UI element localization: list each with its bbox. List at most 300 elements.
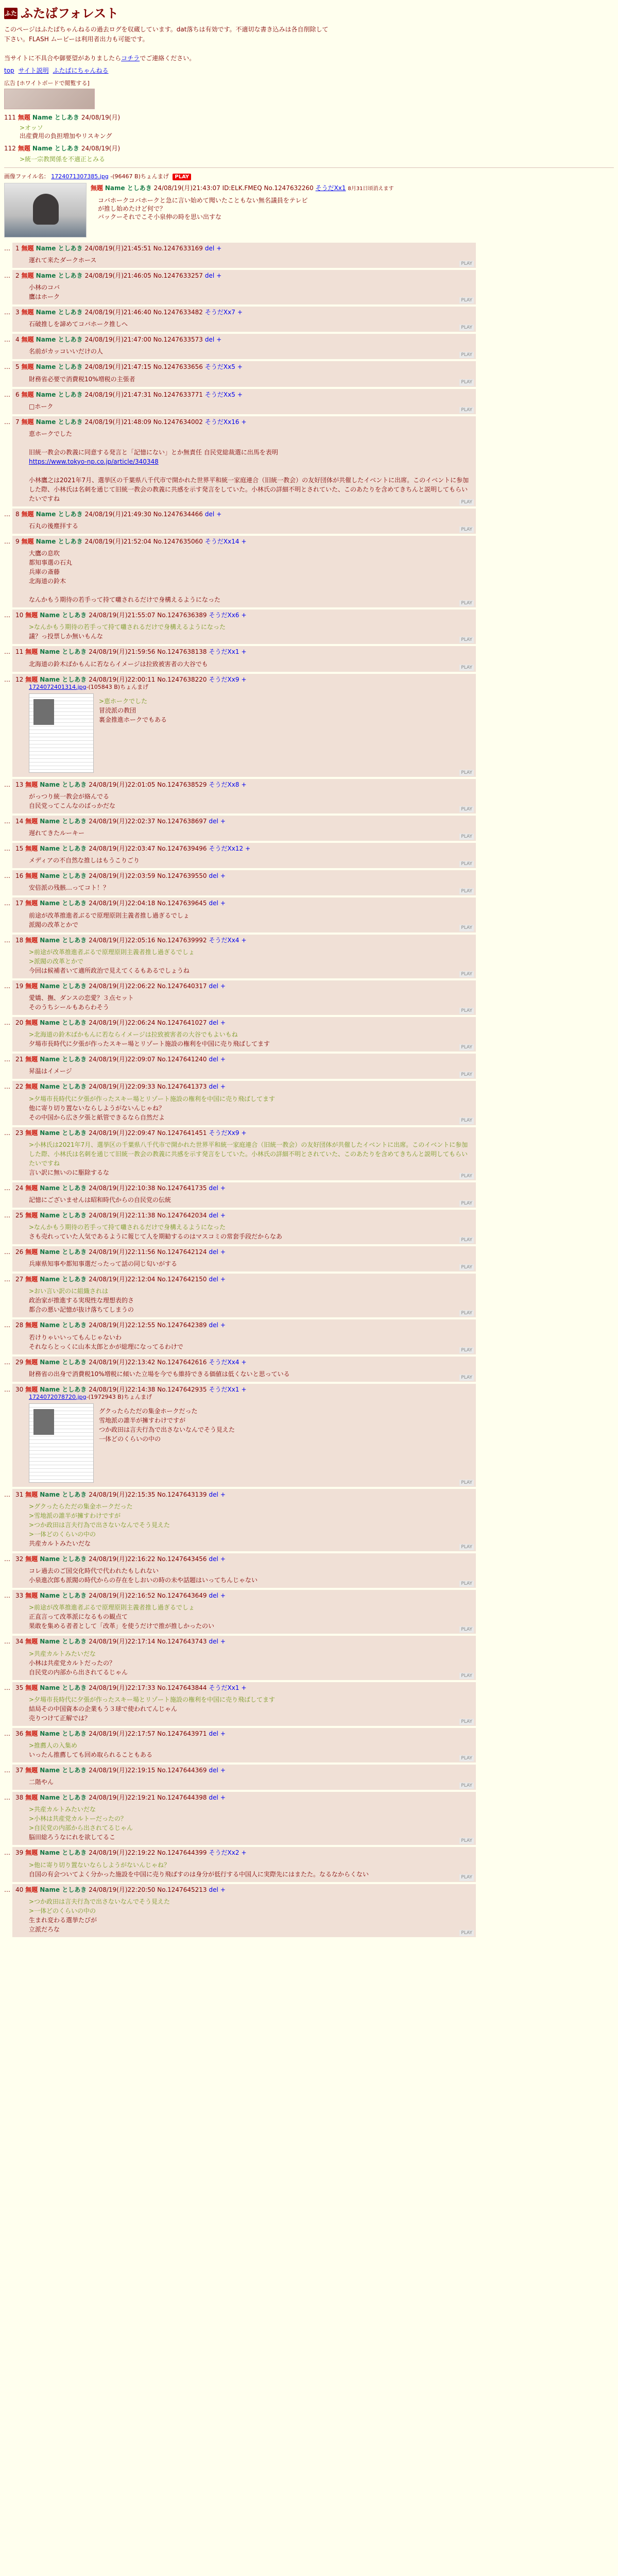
reply-date: 24/08/19(月)22:04:18 No.1247639645: [89, 900, 207, 907]
reply-soudane-link[interactable]: del: [204, 244, 215, 252]
reply-line: さも売れっていた人気であるように報じて人を期勧するのはマスコミの常套手段だからなあ: [29, 1233, 283, 1241]
mini-thread-text: 出産費用の負担増加やリスキング: [20, 132, 112, 140]
reply-body: [29, 1603, 473, 1631]
reply-subject: 無題: [25, 1490, 38, 1498]
reply-plus-link[interactable]: +: [220, 1184, 226, 1192]
reply-soudane-link[interactable]: そうだXx4: [209, 1358, 239, 1366]
reply-ad-tag[interactable]: PLAY: [459, 1200, 474, 1207]
nav-link-top[interactable]: top: [4, 66, 14, 74]
reply-ad-tag[interactable]: PLAY: [459, 1347, 474, 1353]
reply-quote: >グクったらただの集金ホークだった: [29, 1503, 133, 1511]
reply-number: 35: [15, 1684, 24, 1691]
reply-post: [12, 509, 476, 534]
reply-line: 前途が改革推進者ぶるで原理原則主義者推し過ぎるでしょ: [29, 911, 190, 919]
reply-ad-tag[interactable]: PLAY: [459, 1117, 474, 1124]
reply-plus-link[interactable]: +: [220, 1019, 226, 1026]
reply-ad-tag[interactable]: PLAY: [459, 379, 474, 385]
reply-ad-tag[interactable]: PLAY: [459, 1626, 474, 1633]
reply-number: 38: [15, 1794, 24, 1802]
nav-links: [4, 66, 614, 75]
reply-row: [4, 1246, 614, 1272]
reply-body: [29, 256, 473, 265]
reply-ad-tag[interactable]: PLAY: [459, 770, 474, 776]
reply-plus-link[interactable]: +: [220, 1211, 226, 1219]
reply-plus-link[interactable]: +: [216, 336, 222, 344]
reply-name: Name としあき: [40, 1684, 87, 1691]
reply-list: [4, 243, 614, 1937]
nav-link-futaba-2ch[interactable]: ふたばにちゃんねる: [53, 66, 109, 74]
mini-thread-date: 24/08/19(月): [81, 145, 121, 152]
reply-gutter: …: [4, 1083, 10, 1091]
reply-ad-tag[interactable]: PLAY: [459, 1072, 474, 1078]
reply-body: [29, 549, 473, 604]
reply-ad-tag[interactable]: PLAY: [459, 861, 474, 867]
reply-gutter: …: [4, 1276, 10, 1283]
reply-soudane-link[interactable]: del: [209, 1321, 218, 1329]
reply-gutter: …: [4, 982, 10, 990]
reply-plus-link[interactable]: +: [241, 1684, 247, 1691]
reply-soudane-link[interactable]: del: [209, 1083, 218, 1091]
reply-quote: >小林氏は2021年7月、選挙区の千葉県八千代市で開かれた世界平和統一家庭連合（旧統一教会）の友好団体が共催したイベントに出席。このイベントに参加した際、小林氏は名刺を通じて旧統一教会の教義に共感を示す発言をしていた。小林氏の詳細不明とされていた、このあたりを含めてきちんと説明してもらいたいですね: [29, 1141, 468, 1167]
reply-plus-link[interactable]: +: [241, 418, 247, 426]
reply-ad-tag[interactable]: PLAY: [459, 407, 474, 413]
reply-row: [4, 361, 614, 386]
reply-post: [12, 1553, 476, 1588]
reply-soudane-link[interactable]: del: [209, 872, 218, 880]
reply-ad-tag[interactable]: PLAY: [459, 637, 474, 643]
reply-soudane-link[interactable]: del: [209, 1019, 218, 1026]
reply-subject: 無題: [25, 845, 38, 853]
reply-line: つか政田は言夫行為で出さないなんでそう見えた: [99, 1426, 235, 1433]
contact-link[interactable]: コチラ: [121, 55, 140, 62]
reply-ad-tag[interactable]: PLAY: [459, 1874, 474, 1880]
reply-plus-link[interactable]: +: [220, 1592, 226, 1600]
reply-number: 9: [15, 538, 20, 546]
reply-row: [4, 816, 614, 841]
reply-row: [4, 416, 614, 506]
reply-plus-link[interactable]: +: [220, 1056, 226, 1063]
reply-row: [4, 1210, 614, 1244]
reply-ad-tag[interactable]: PLAY: [459, 1838, 474, 1844]
reply-number: 11: [15, 648, 24, 656]
reply-soudane-link[interactable]: そうだXx1: [209, 1684, 239, 1691]
reply-row: [4, 779, 614, 814]
reply-soudane-link[interactable]: そうだXx9: [209, 675, 239, 683]
reply-body: [29, 1566, 473, 1585]
reply-gutter: …: [4, 1184, 10, 1192]
reply-body: [29, 1030, 473, 1048]
reply-name: Name としあき: [36, 510, 83, 518]
mini-thread-no[interactable]: 111: [4, 113, 16, 121]
reply-gutter: …: [4, 510, 10, 518]
reply-soudane-link[interactable]: del: [204, 272, 215, 279]
reply-post: [12, 1489, 476, 1551]
reply-number: 33: [15, 1592, 24, 1600]
reply-subject: 無題: [25, 1248, 38, 1256]
reply-gutter: …: [4, 1886, 10, 1893]
reply-soudane-link[interactable]: そうだXx6: [209, 612, 239, 619]
reply-row: [4, 1765, 614, 1790]
reply-plus-link[interactable]: +: [220, 1638, 226, 1646]
reply-body: [29, 1286, 473, 1314]
reply-external-link[interactable]: https://www.tokyo-np.co.jp/article/340348: [29, 457, 159, 465]
reply-line: 小林のコバ: [29, 283, 60, 291]
reply-gutter: …: [4, 1248, 10, 1256]
reply-soudane-link[interactable]: そうだXx14: [204, 538, 239, 546]
reply-plus-link[interactable]: +: [241, 1129, 247, 1137]
reply-soudane-link[interactable]: del: [209, 900, 218, 907]
reply-body: [29, 283, 473, 301]
reply-soudane-link[interactable]: del: [204, 336, 215, 344]
reply-soudane-link[interactable]: そうだXx1: [209, 648, 239, 656]
reply-soudane-link[interactable]: del: [209, 1638, 218, 1646]
reply-ad-tag[interactable]: PLAY: [459, 1581, 474, 1587]
reply-date: 24/08/19(月)21:49:30 No.1247634466: [84, 510, 203, 518]
reply-ad-tag[interactable]: PLAY: [459, 1264, 474, 1270]
reply-quote: >前途が改革推進者ぶるで原理原則主義者推し過ぎるでしょ: [29, 1604, 195, 1612]
mini-thread-body: [20, 124, 614, 140]
reply-plus-link[interactable]: +: [220, 1248, 226, 1256]
reply-ad-tag[interactable]: PLAY: [459, 297, 474, 303]
reply-row: [4, 1384, 614, 1487]
reply-gutter: …: [4, 648, 10, 656]
site-header: [4, 5, 614, 22]
reply-ad-tag[interactable]: PLAY: [459, 1673, 474, 1679]
reply-line: 大鷹の息吹: [29, 550, 60, 557]
reply-plus-link[interactable]: +: [241, 1385, 247, 1393]
reply-soudane-link[interactable]: そうだXx5: [204, 391, 235, 398]
reply-plus-link[interactable]: +: [241, 538, 247, 546]
reply-gutter: …: [4, 1321, 10, 1329]
play-button[interactable]: PLAY: [173, 174, 191, 181]
intro-contact-text: 当サイトに不具合や御要望がありましたら: [4, 55, 122, 62]
reply-ad-tag[interactable]: PLAY: [459, 1930, 474, 1936]
reply-body: [29, 911, 473, 929]
reply-name: Name としあき: [40, 936, 87, 944]
reply-thumbnail[interactable]: [29, 1403, 94, 1483]
reply-date: 24/08/19(月)22:17:14 No.1247643743: [89, 1638, 207, 1646]
reply-plus-link[interactable]: +: [241, 675, 247, 683]
reply-soudane-link[interactable]: del: [209, 1056, 218, 1063]
intro-text: このページはふたばちゃんねるの過去ログを収蔵しています。dat落ちは有効です。不適切な書き込みは各自削除して下さい。FLASH ムービーは利用者出力も可能です。: [4, 26, 329, 43]
reply-ad-tag[interactable]: PLAY: [459, 527, 474, 533]
ad-label: 広告 [ホワイトボードで閲覧する]: [4, 79, 90, 87]
reply-ad-tag[interactable]: PLAY: [459, 499, 474, 505]
reply-soudane-link[interactable]: del: [204, 510, 215, 518]
reply-ad-tag[interactable]: PLAY: [459, 1480, 474, 1486]
reply-row: [4, 1357, 614, 1382]
reply-plus-link[interactable]: +: [220, 817, 226, 825]
nav-link-about[interactable]: サイト説明: [18, 66, 49, 74]
reply-line: 一体どのくらいの中の: [99, 1435, 161, 1443]
reply-line: 小林鷹之は2021年7月、選挙区の千葉県八千代市で開かれた世界平和統一家庭連合（旧統一教会）の友好団体が共催したイベントに出席。このイベントに参加した際、小林氏は名刺を通じて旧統一教会の教義に共感を示す発言をしていた。小林氏の詳細不明とされていた、このあたりを含めてきちんと説明してもらいたいですね: [29, 476, 469, 502]
reply-name: Name としあき: [40, 1019, 87, 1026]
reply-plus-link[interactable]: +: [220, 1276, 226, 1283]
reply-header: [15, 1849, 473, 1857]
reply-name: Name としあき: [40, 872, 87, 880]
reply-subject: 無題: [21, 538, 34, 546]
reply-soudane-link[interactable]: del: [209, 817, 218, 825]
mini-thread-quote: >オッソ: [20, 124, 43, 131]
reply-body: [29, 429, 473, 503]
reply-line: 安倍派の残骸…ってコト！？: [29, 884, 110, 892]
reply-post: [12, 646, 476, 671]
reply-subject: 無題: [25, 900, 38, 907]
reply-soudane-link[interactable]: del: [209, 1490, 218, 1498]
reply-soudane-link[interactable]: そうだXx4: [209, 936, 239, 944]
reply-soudane-link[interactable]: そうだXx2: [209, 1849, 239, 1857]
reply-name: Name としあき: [40, 1794, 87, 1802]
reply-date: 24/08/19(月)21:47:00 No.1247633573: [84, 336, 203, 344]
reply-soudane-link[interactable]: del: [209, 1886, 218, 1893]
reply-number: 39: [15, 1849, 24, 1857]
reply-body: [29, 947, 473, 975]
reply-ad-tag[interactable]: PLAY: [459, 925, 474, 931]
reply-gutter: …: [4, 418, 10, 426]
reply-date: 24/08/19(月)22:19:15 No.1247644369: [89, 1767, 207, 1774]
reply-body: [29, 1805, 473, 1842]
reply-gutter: …: [4, 1490, 10, 1498]
reply-name: Name としあき: [40, 675, 87, 683]
reply-quote: >つか政田は言夫行為で出さないなんでそう見えた: [29, 1897, 170, 1905]
reply-soudane-link[interactable]: del: [209, 1794, 218, 1802]
reply-ad-tag[interactable]: PLAY: [459, 261, 474, 267]
reply-number: 21: [15, 1056, 24, 1063]
reply-body: [29, 319, 473, 329]
reply-post: [12, 1884, 476, 1937]
reply-name: Name としあき: [36, 363, 83, 371]
reply-number: 36: [15, 1730, 24, 1737]
reply-ad-tag[interactable]: PLAY: [459, 1755, 474, 1761]
ad-image[interactable]: [4, 89, 95, 109]
reply-ad-tag[interactable]: PLAY: [459, 834, 474, 840]
mini-thread-header: [4, 144, 614, 152]
reply-gutter: …: [4, 336, 10, 344]
reply-gutter: …: [4, 1684, 10, 1691]
reply-number: 19: [15, 982, 24, 990]
reply-soudane-link[interactable]: del: [209, 1184, 218, 1192]
reply-row: [4, 897, 614, 932]
reply-post: [12, 674, 476, 777]
reply-row: [4, 870, 614, 895]
reply-number: 1: [15, 244, 20, 252]
reply-header: [15, 272, 473, 280]
reply-soudane-link[interactable]: del: [209, 1276, 218, 1283]
reply-number: 31: [15, 1490, 24, 1498]
reply-plus-link[interactable]: +: [245, 845, 251, 853]
reply-ad-tag[interactable]: PLAY: [459, 806, 474, 812]
op-thumbnail[interactable]: [4, 183, 87, 238]
reply-quote: >なんかもう期待の若手って持て囃されるだけで身構えるようになった: [29, 623, 226, 631]
reply-ad-tag[interactable]: PLAY: [459, 665, 474, 671]
reply-ad-tag[interactable]: PLAY: [459, 1237, 474, 1243]
reply-plus-link[interactable]: +: [216, 244, 222, 252]
reply-ad-tag[interactable]: PLAY: [459, 1173, 474, 1179]
reply-plus-link[interactable]: +: [220, 900, 226, 907]
file-label: 画像ファイル名：: [4, 173, 49, 180]
reply-post: [12, 1682, 476, 1726]
reply-soudane-link[interactable]: そうだXx12: [209, 845, 244, 853]
reply-soudane-link[interactable]: del: [209, 1767, 218, 1774]
reply-date: 24/08/19(月)21:46:40 No.1247633482: [84, 308, 203, 316]
reply-plus-link[interactable]: +: [241, 781, 247, 788]
reply-soudane-link[interactable]: del: [209, 982, 218, 990]
reply-subject: 無題: [21, 510, 34, 518]
reply-plus-link[interactable]: +: [216, 272, 222, 279]
reply-line: メディアの不自然な推しはもうこりごり: [29, 857, 140, 865]
reply-row: [4, 1553, 614, 1588]
op-file-link[interactable]: 1724071307385.jpg: [51, 173, 109, 180]
reply-plus-link[interactable]: +: [220, 1886, 226, 1893]
reply-soudane-link[interactable]: そうだXx7: [204, 308, 235, 316]
reply-line: 恵ホークでした: [29, 430, 73, 437]
reply-header: [15, 982, 473, 990]
reply-body: [29, 1649, 473, 1677]
reply-soudane-link[interactable]: del: [209, 1555, 218, 1563]
reply-soudane-link[interactable]: del: [209, 1730, 218, 1737]
reply-name: Name としあき: [40, 1184, 87, 1192]
reply-date: 24/08/19(月)22:06:24 No.1247641027: [89, 1019, 207, 1026]
reply-soudane-link[interactable]: del: [209, 1248, 218, 1256]
reply-ad-tag[interactable]: PLAY: [459, 888, 474, 894]
reply-date: 24/08/19(月)22:14:38 No.1247642935: [89, 1385, 207, 1393]
reply-plus-link[interactable]: +: [220, 1767, 226, 1774]
reply-plus-link[interactable]: +: [241, 612, 247, 619]
reply-header: [15, 1637, 473, 1646]
reply-row: [4, 270, 614, 304]
reply-soudane-link[interactable]: del: [209, 1211, 218, 1219]
reply-subject: 無題: [25, 1886, 38, 1893]
reply-date: 24/08/19(月)22:03:59 No.1247639550: [89, 872, 207, 880]
reply-number: 26: [15, 1248, 24, 1256]
reply-gutter: …: [4, 612, 10, 619]
reply-thumbnail[interactable]: [29, 693, 94, 773]
reply-number: 30: [15, 1385, 24, 1393]
reply-name: Name としあき: [36, 538, 83, 546]
reply-soudane-link[interactable]: そうだXx9: [209, 1129, 239, 1137]
reply-name: Name としあき: [40, 1490, 87, 1498]
reply-soudane-link[interactable]: そうだXx1: [209, 1385, 239, 1393]
reply-date: 24/08/19(月)22:19:22 No.1247644399: [89, 1849, 207, 1857]
reply-file-link[interactable]: 1724072401314.jpg: [29, 683, 87, 690]
reply-body: [29, 1860, 473, 1879]
reply-line: その中国から広さ夕張と紙管できるなら自然だよ: [29, 1113, 165, 1121]
reply-quote: >おい言い訳のに組織されは: [29, 1287, 109, 1295]
reply-plus-link[interactable]: +: [220, 1555, 226, 1563]
reply-plus-link[interactable]: +: [220, 1490, 226, 1498]
reply-body: [29, 828, 473, 838]
reply-gutter: …: [4, 817, 10, 825]
reply-ad-tag[interactable]: PLAY: [459, 1783, 474, 1789]
reply-soudane-link[interactable]: del: [209, 1592, 218, 1600]
reply-post: [12, 1054, 476, 1079]
reply-date: 24/08/19(月)21:46:05 No.1247633257: [84, 272, 203, 279]
reply-line: 都知事選の石丸: [29, 559, 73, 567]
reply-number: 40: [15, 1886, 24, 1893]
reply-subject: 無題: [25, 648, 38, 656]
reply-row: [4, 1127, 614, 1180]
reply-post: [12, 536, 476, 607]
reply-post: [12, 1792, 476, 1845]
reply-body: [29, 993, 473, 1012]
reply-row: [4, 1274, 614, 1317]
reply-header: [15, 648, 473, 656]
reply-ad-tag[interactable]: PLAY: [459, 352, 474, 358]
reply-ad-tag[interactable]: PLAY: [459, 600, 474, 606]
reply-header: [15, 308, 473, 316]
reply-plus-link[interactable]: +: [237, 308, 243, 316]
reply-ad-tag[interactable]: PLAY: [459, 1544, 474, 1550]
reply-header: [15, 844, 473, 853]
reply-body: [29, 1195, 473, 1205]
reply-name: Name としあき: [40, 1083, 87, 1091]
reply-line: いったん推薦しても回め取られることもある: [29, 1751, 153, 1759]
reply-plus-link[interactable]: +: [241, 936, 247, 944]
reply-soudane-link[interactable]: そうだXx16: [204, 418, 239, 426]
reply-number: 27: [15, 1276, 24, 1283]
reply-gutter: …: [4, 675, 10, 683]
mini-thread-list: [4, 113, 614, 163]
reply-soudane-link[interactable]: そうだXx8: [209, 781, 239, 788]
reply-plus-link[interactable]: +: [220, 872, 226, 880]
reply-header: [15, 781, 473, 789]
reply-plus-link[interactable]: +: [237, 391, 243, 398]
reply-file-link[interactable]: 1724072078720.jpg: [29, 1394, 87, 1401]
reply-ad-tag[interactable]: PLAY: [459, 971, 474, 977]
reply-gutter: …: [4, 1592, 10, 1600]
reply-ad-tag[interactable]: PLAY: [459, 1008, 474, 1014]
reply-plus-link[interactable]: +: [220, 982, 226, 990]
reply-plus-link[interactable]: +: [237, 363, 243, 371]
reply-gutter: …: [4, 781, 10, 788]
reply-plus-link[interactable]: +: [216, 510, 222, 518]
reply-ad-tag[interactable]: PLAY: [459, 1719, 474, 1725]
reply-header: [15, 675, 473, 684]
reply-plus-link[interactable]: +: [241, 1358, 247, 1366]
reply-name: Name としあき: [36, 391, 83, 398]
reply-number: 28: [15, 1321, 24, 1329]
reply-plus-link[interactable]: +: [241, 1849, 247, 1857]
reply-row: [4, 1182, 614, 1208]
reply-number: 24: [15, 1184, 24, 1192]
reply-quote: >なんかもう期待の若手って持て囃されるだけで身構えるようになった: [29, 1224, 226, 1231]
reply-header: [15, 363, 473, 371]
reply-ad-tag[interactable]: PLAY: [459, 1044, 474, 1050]
reply-soudane-link[interactable]: そうだXx5: [204, 363, 235, 371]
op-soudane-link[interactable]: そうだXx1: [315, 184, 346, 192]
reply-plus-link[interactable]: +: [220, 1083, 226, 1091]
site-logo-icon[interactable]: ふた: [4, 8, 18, 19]
reply-plus-link[interactable]: +: [220, 1321, 226, 1329]
reply-plus-link[interactable]: +: [241, 648, 247, 656]
reply-post: [12, 416, 476, 506]
mini-thread-no[interactable]: 112: [4, 145, 16, 152]
reply-body: [29, 1094, 473, 1122]
reply-row: [4, 980, 614, 1015]
reply-line: 愛嬌、撫、ダンスの恋愛？３点セット: [29, 994, 134, 1002]
reply-line: 裏金推進ホークでもある: [99, 716, 167, 723]
reply-ad-tag[interactable]: PLAY: [459, 325, 474, 331]
reply-ad-tag[interactable]: PLAY: [459, 1375, 474, 1381]
reply-name: Name としあき: [40, 1767, 87, 1774]
reply-name: Name としあき: [40, 781, 87, 788]
reply-number: 29: [15, 1358, 24, 1366]
reply-plus-link[interactable]: +: [220, 1794, 226, 1802]
reply-body: [29, 1502, 473, 1548]
reply-post: [12, 389, 476, 414]
reply-ad-tag[interactable]: PLAY: [459, 1310, 474, 1316]
reply-plus-link[interactable]: +: [220, 1730, 226, 1737]
